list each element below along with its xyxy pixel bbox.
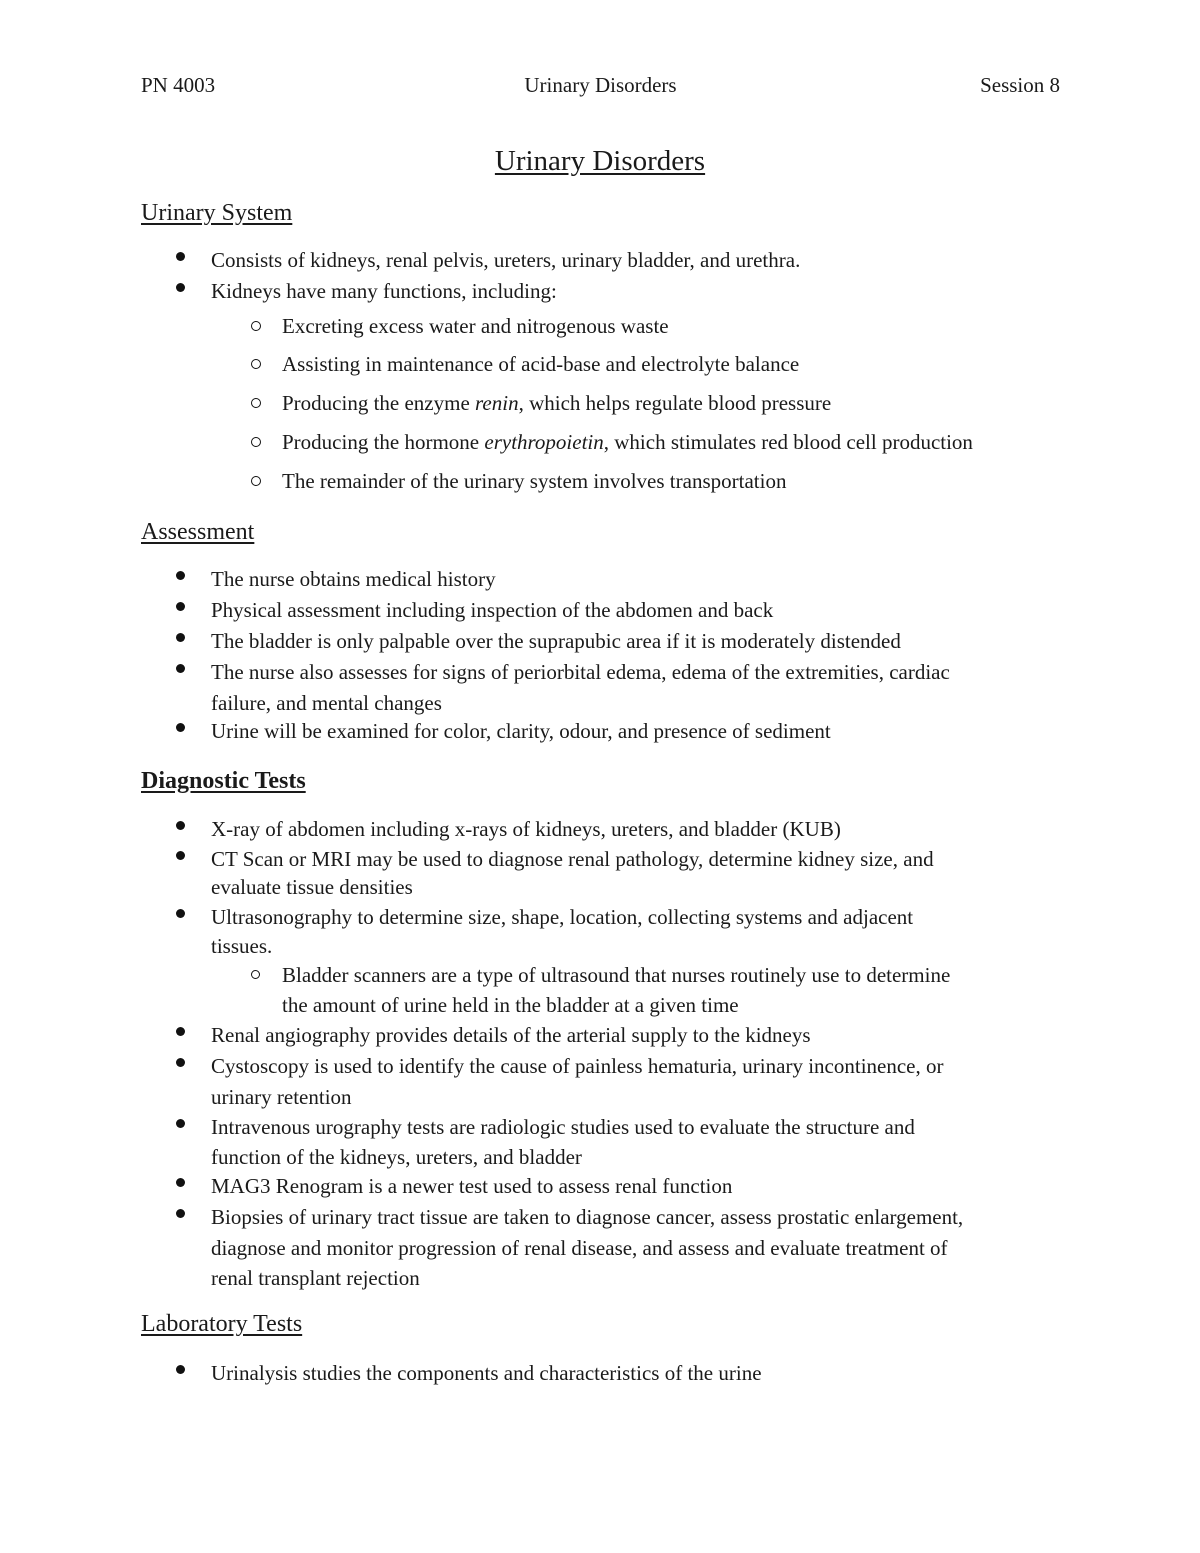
bullet-icon bbox=[176, 1119, 185, 1128]
header-topic: Urinary Disorders bbox=[524, 73, 677, 97]
bullet-icon bbox=[176, 664, 185, 673]
circle-bullet-icon bbox=[251, 476, 261, 486]
bullet-icon bbox=[176, 909, 185, 918]
list-item-continuation: urinary retention bbox=[211, 1085, 352, 1109]
list-item: Kidneys have many functions, including: bbox=[211, 279, 557, 303]
bullet-icon bbox=[176, 821, 185, 830]
circle-bullet-icon bbox=[251, 970, 260, 979]
list-item: Cystoscopy is used to identify the cause of painless hematuria, urinary incontinence, or bbox=[211, 1054, 944, 1078]
document-title: Urinary Disorders bbox=[494, 145, 706, 177]
list-item: Renal angiography provides details of the arterial supply to the kidneys bbox=[211, 1023, 811, 1047]
bullet-icon bbox=[176, 283, 185, 292]
list-item-continuation: function of the kidneys, ureters, and bladder bbox=[211, 1145, 582, 1169]
sub-list-item bbox=[282, 388, 831, 418]
list-item: Biopsies of urinary tract tissue are taken to diagnose cancer, assess prostatic enlargement, bbox=[211, 1205, 964, 1229]
sub-list-item-text-before: Producing the hormone bbox=[282, 430, 485, 454]
list-item: Urinalysis studies the components and characteristics of the urine bbox=[211, 1361, 762, 1385]
header-course: PN 4003 bbox=[141, 73, 216, 97]
heading-diagnostic-tests: Diagnostic Tests bbox=[141, 768, 306, 794]
list-item: The nurse also assesses for signs of periorbital edema, edema of the extremities, cardiac bbox=[211, 660, 950, 684]
sub-list-item: Assisting in maintenance of acid-base and electrolyte balance bbox=[282, 352, 800, 376]
list-item-continuation: renal transplant rejection bbox=[211, 1266, 420, 1290]
bullet-icon bbox=[176, 1058, 185, 1067]
list-item: Physical assessment including inspection of the abdomen and back bbox=[211, 598, 774, 622]
heading-urinary-system: Urinary System bbox=[141, 200, 293, 226]
sub-list-item: Excreting excess water and nitrogenous waste bbox=[282, 314, 669, 338]
sub-list-item bbox=[282, 427, 973, 457]
sub-list-item-text-before: Producing the enzyme bbox=[282, 391, 476, 415]
circle-bullet-icon bbox=[251, 359, 261, 369]
bullet-icon bbox=[176, 602, 185, 611]
circle-bullet-icon bbox=[251, 321, 261, 331]
list-item: CT Scan or MRI may be used to diagnose renal pathology, determine kidney size, and bbox=[211, 847, 934, 871]
sub-list-item-emphasis: erythropoietin bbox=[484, 430, 604, 454]
circle-bullet-icon bbox=[251, 398, 261, 408]
heading-assessment: Assessment bbox=[141, 519, 255, 545]
heading-laboratory-tests: Laboratory Tests bbox=[141, 1311, 303, 1337]
list-item-continuation: diagnose and monitor progression of renal disease, and assess and evaluate treatment of bbox=[211, 1236, 948, 1260]
bullet-icon bbox=[176, 1027, 185, 1036]
bullet-icon bbox=[176, 1365, 185, 1374]
bullet-icon bbox=[176, 252, 185, 261]
circle-bullet-icon bbox=[251, 437, 261, 447]
sub-list-item-emphasis: renin bbox=[475, 391, 519, 415]
bullet-icon bbox=[176, 851, 185, 860]
bullet-icon bbox=[176, 633, 185, 642]
page-header bbox=[141, 70, 1060, 100]
bullet-icon bbox=[176, 1178, 185, 1187]
bullet-icon bbox=[176, 1209, 185, 1218]
list-item: MAG3 Renogram is a newer test used to assess renal function bbox=[211, 1174, 733, 1198]
sub-list-item-text-after: , which helps regulate blood pressure bbox=[518, 391, 832, 415]
sub-list-item-continuation: the amount of urine held in the bladder at a given time bbox=[282, 993, 739, 1017]
list-item: X-ray of abdomen including x-rays of kidneys, ureters, and bladder (KUB) bbox=[211, 817, 841, 841]
list-item: Ultrasonography to determine size, shape, location, collecting systems and adjacent bbox=[211, 905, 914, 929]
list-item: Intravenous urography tests are radiologic studies used to evaluate the structure and bbox=[211, 1115, 915, 1139]
header-session: Session 8 bbox=[980, 73, 1060, 97]
list-item: Consists of kidneys, renal pelvis, ureters, urinary bladder, and urethra. bbox=[211, 248, 801, 272]
sub-list-item: Bladder scanners are a type of ultrasound that nurses routinely use to determine bbox=[282, 963, 951, 987]
list-item: The nurse obtains medical history bbox=[211, 567, 496, 591]
sub-list-item: The remainder of the urinary system involves transportation bbox=[282, 469, 787, 493]
bullet-icon bbox=[176, 571, 185, 580]
sub-list-item-text-after: , which stimulates red blood cell production bbox=[603, 430, 973, 454]
list-item-continuation: evaluate tissue densities bbox=[211, 875, 413, 899]
list-item: Urine will be examined for color, clarity, odour, and presence of sediment bbox=[211, 719, 831, 743]
list-item: The bladder is only palpable over the suprapubic area if it is moderately distended bbox=[211, 629, 901, 653]
list-item-continuation: failure, and mental changes bbox=[211, 691, 442, 715]
list-item-continuation: tissues. bbox=[211, 934, 273, 958]
bullet-icon bbox=[176, 723, 185, 732]
